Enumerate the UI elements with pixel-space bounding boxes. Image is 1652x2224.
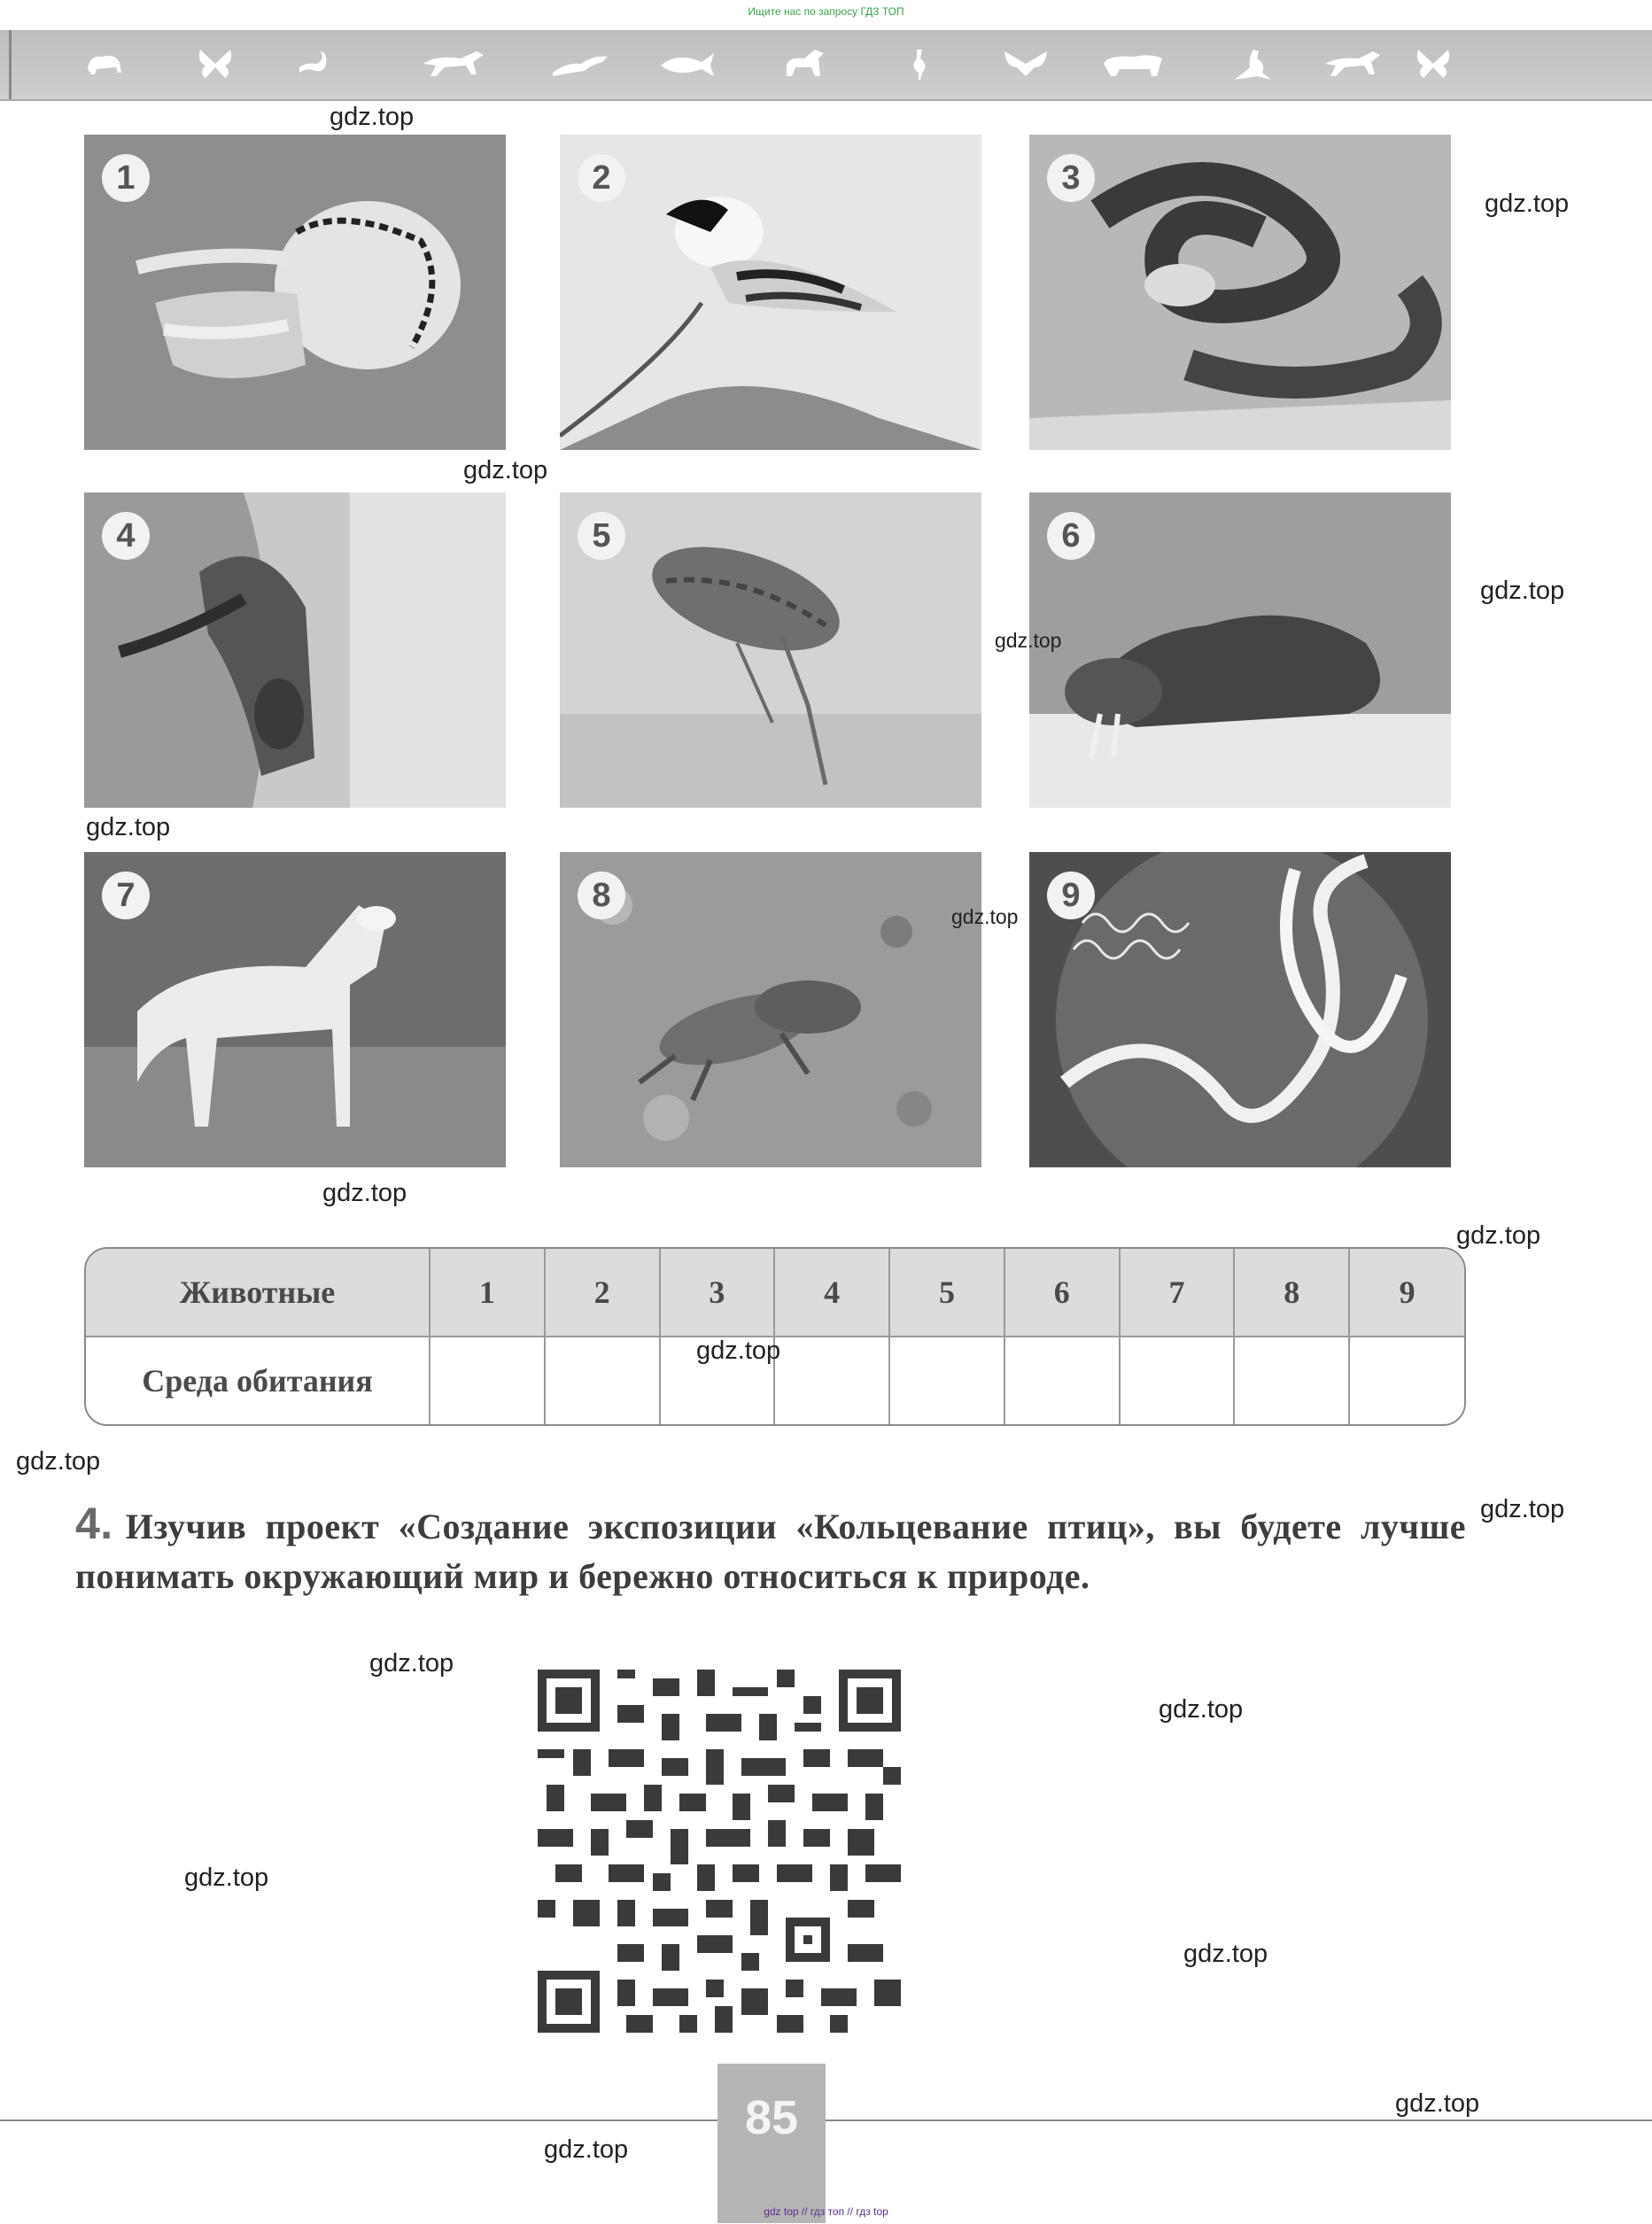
photo-number: 5: [578, 512, 625, 560]
top-search-link[interactable]: Ищите нас по запросу ГДЗ ТОП: [748, 5, 904, 18]
horse-icon: [418, 46, 498, 81]
table-number: 2: [545, 1249, 660, 1337]
watermark: gdz.top: [330, 103, 415, 131]
watermark: gdz.top: [1485, 190, 1570, 218]
answer-cell[interactable]: [1234, 1337, 1349, 1424]
answer-cell[interactable]: [1120, 1337, 1235, 1424]
photo-number: 6: [1047, 512, 1095, 560]
photo-roundworms: [1029, 852, 1451, 1167]
photo-bat: [84, 492, 506, 808]
watermark: gdz.top: [696, 1337, 781, 1365]
banner-rule: [9, 30, 12, 99]
moose-icon: [779, 46, 833, 81]
answer-cell[interactable]: [430, 1337, 545, 1424]
photo-flea: [560, 492, 981, 808]
watermark: gdz.top: [369, 1649, 454, 1678]
kangaroo-icon: [1227, 46, 1276, 81]
moth-icon: [1001, 46, 1051, 81]
answer-cell[interactable]: [1004, 1337, 1120, 1424]
photo-number: 8: [578, 872, 625, 919]
photo-number: 1: [102, 154, 150, 202]
photo-jellyfish: [84, 135, 506, 450]
photo-number: 4: [102, 512, 150, 560]
fish-icon: [655, 46, 717, 81]
photo-number: 9: [1047, 872, 1095, 919]
photo-mole-cricket: [560, 852, 981, 1167]
watermark: gdz.top: [951, 905, 1019, 928]
watermark: gdz.top: [995, 629, 1062, 652]
watermark: gdz.top: [1480, 577, 1565, 605]
watermark: gdz.top: [1159, 1695, 1244, 1724]
watermark: gdz.top: [322, 1179, 407, 1207]
qr-code[interactable]: [538, 1670, 901, 2033]
photo-number: 2: [578, 154, 625, 202]
butterfly-icon: [1413, 46, 1454, 81]
watermark: gdz.top: [1456, 1221, 1541, 1250]
table-number: 4: [774, 1249, 889, 1337]
watermark: gdz.top: [86, 813, 171, 841]
watermark: gdz.top: [16, 1447, 101, 1476]
bull-icon: [1098, 46, 1169, 81]
butterfly-icon: [195, 46, 236, 81]
table-number: 9: [1349, 1249, 1464, 1337]
table-header-habitat: Среда обитания: [86, 1337, 430, 1424]
table-header-animals: Животные: [86, 1249, 430, 1337]
table-number: 7: [1120, 1249, 1235, 1337]
photo-snake: [1029, 135, 1451, 450]
watermark: gdz.top: [184, 1864, 269, 1892]
table-number: 8: [1234, 1249, 1349, 1337]
page-number: 85: [744, 2091, 799, 2144]
answer-cell[interactable]: [545, 1337, 660, 1424]
watermark: gdz.top: [1395, 2089, 1480, 2118]
answer-cell[interactable]: [889, 1337, 1004, 1424]
answer-cell[interactable]: [1349, 1337, 1464, 1424]
task-4: [75, 1499, 1466, 1601]
table-number: 1: [430, 1249, 545, 1337]
photo-number: 3: [1047, 154, 1095, 202]
photo-borzoi: [84, 852, 506, 1167]
bison-icon: [84, 46, 125, 81]
scorpion-icon: [294, 46, 335, 81]
bottom-links[interactable]: gdz top // гдз топ // гдз top: [764, 2205, 888, 2218]
watermark: gdz.top: [544, 2135, 629, 2164]
table-number: 5: [889, 1249, 1004, 1337]
photo-goldfinch: [560, 135, 981, 450]
table-number: 6: [1004, 1249, 1120, 1337]
heron-icon: [899, 46, 940, 81]
lizard-icon: [549, 46, 611, 81]
bottom-rule: [0, 2119, 1652, 2121]
table-number: 3: [660, 1249, 775, 1337]
answer-cell[interactable]: [774, 1337, 889, 1424]
photo-number: 7: [102, 872, 150, 919]
task-text: Изучив проект «Создание экспозиции «Кольцевание птиц», вы будете лучше понимать окружающий мир и бережно относиться к природе.: [75, 1507, 1466, 1596]
watermark: gdz.top: [1480, 1495, 1565, 1523]
watermark: gdz.top: [463, 456, 548, 484]
horse-icon: [1320, 46, 1391, 81]
task-number: 4.: [75, 1499, 113, 1548]
watermark: gdz.top: [1183, 1940, 1268, 1968]
photo-walrus: [1029, 492, 1451, 808]
